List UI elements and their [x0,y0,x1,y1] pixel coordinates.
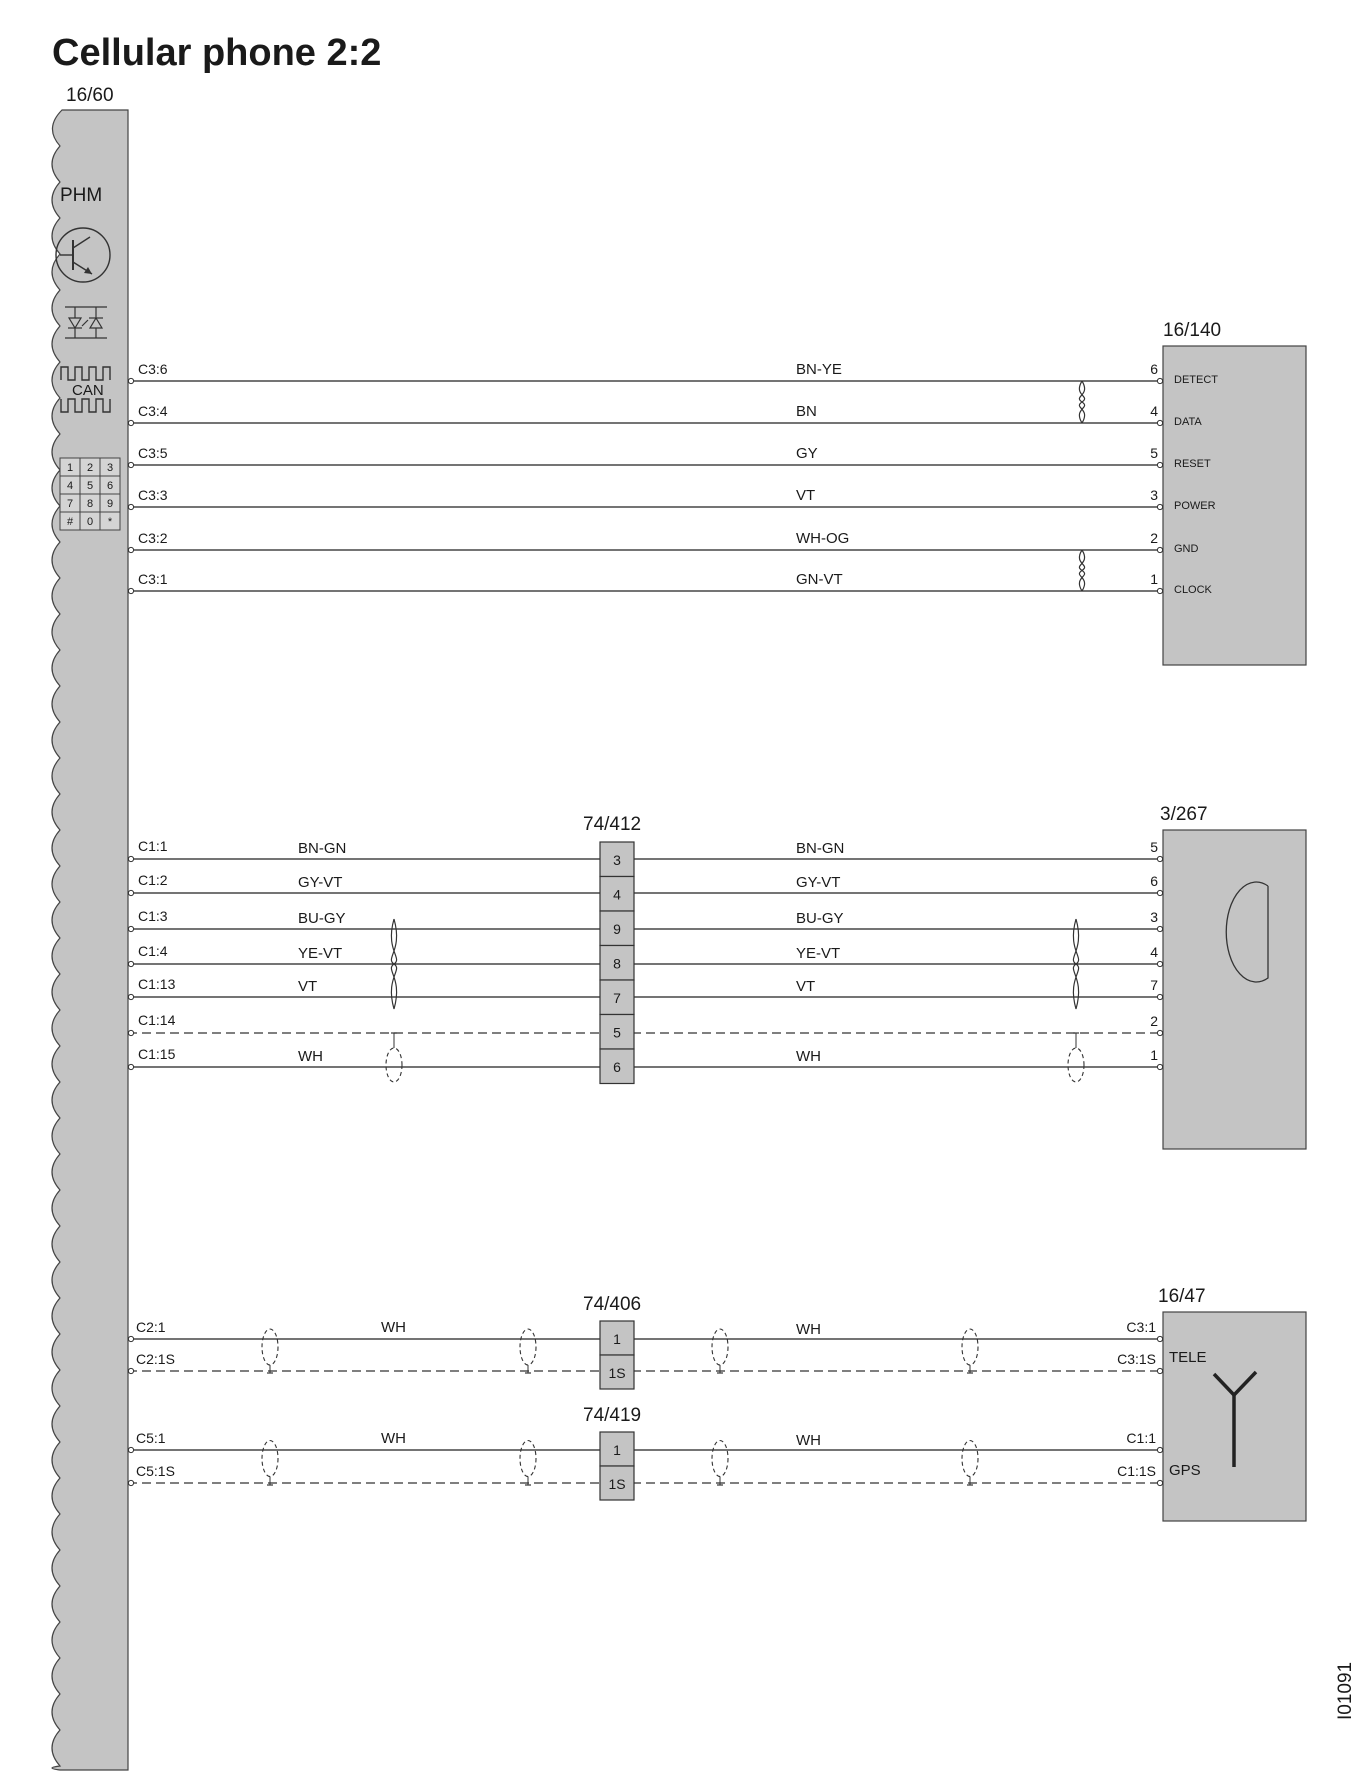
wire-to-pin: 4 [1150,403,1158,419]
connector-pin-label: 7 [613,990,621,1006]
keypad-icon [60,458,120,530]
wire-from-pin: C3:2 [138,530,168,546]
page-title: Cellular phone 2:2 [52,32,382,74]
wire-from-pin: C3:3 [138,487,168,503]
wire-from-pin: C1:13 [138,976,176,992]
keypad-key-label: 0 [86,516,94,528]
inline-connectors [583,814,641,1500]
component-ref-16-47: 16/47 [1158,1286,1206,1307]
connector-pin-label: 9 [613,921,621,937]
signal-label: CLOCK [1174,584,1212,596]
can-label: CAN [72,382,104,399]
wire-color-left: BU-GY [298,910,346,927]
shield-oval [962,1329,978,1365]
wire-terminal-right [1157,1368,1162,1373]
wire-terminal-left [128,856,133,861]
twisted-pair-marker [1079,550,1084,591]
wire-to-pin: C1:1 [1126,1430,1156,1446]
wire-terminal-right [1157,856,1162,861]
wire-to-pin: 1 [1150,571,1158,587]
wire-to-pin: 2 [1150,530,1158,546]
shield-oval [386,1048,402,1082]
wire-from-pin: C1:15 [138,1046,176,1062]
wire-terminal-right [1157,1447,1162,1452]
wire-terminal-left [128,1368,133,1373]
wire-from-pin: C1:3 [138,908,168,924]
wire-color-left: YE-VT [298,945,343,962]
wire-terminal-right [1157,504,1162,509]
wire-color: BN [796,403,817,420]
keypad-key-label: 7 [66,498,74,510]
antenna-label-gps: GPS [1169,1462,1201,1479]
wire-terminal-left [128,1064,133,1069]
signal-label: GND [1174,543,1199,555]
keypad-key-label: 9 [106,498,114,510]
wire-terminal-right [1157,890,1162,895]
wire-from-pin: C1:4 [138,943,168,959]
keypad-key-label: 8 [86,498,94,510]
wire-terminal-right [1157,547,1162,552]
wire-color-left: GY-VT [298,874,343,891]
wire-to-pin: 5 [1150,839,1158,855]
wire-color-right: BU-GY [796,910,844,927]
keypad-key-label: 1 [66,462,74,474]
wire-terminal-right [1157,961,1162,966]
wire-terminal-left [128,588,133,593]
wire-color: BN-YE [796,361,842,378]
shield-oval [262,1441,278,1477]
wire-to-pin: 3 [1150,909,1158,925]
wire-to-pin: 5 [1150,445,1158,461]
wire-from-pin: C5:1 [136,1430,166,1446]
connector-pin-label: 3 [613,852,621,868]
wire-to-pin: C3:1 [1126,1319,1156,1335]
signal-label: RESET [1174,458,1211,470]
connector-pin-label: 1 [613,1331,621,1347]
wires [128,361,1218,1486]
shield-oval [520,1329,536,1365]
wire-terminal-right [1157,1480,1162,1485]
wire-terminal-right [1157,588,1162,593]
wire-from-pin: C2:1 [136,1319,166,1335]
connector-ref-74-419: 74/419 [583,1405,642,1426]
wire-to-pin: 3 [1150,487,1158,503]
wire-color-right: GY-VT [796,874,841,891]
antenna-label-tele: TELE [1169,1349,1207,1366]
wire-from-pin: C2:1S [136,1351,175,1367]
keypad-key-label: # [66,516,74,528]
wire-to-pin: 2 [1150,1013,1158,1029]
module-ref: 16/60 [66,85,114,106]
wire-from-pin: C3:6 [138,361,168,377]
wire-from-pin: C3:5 [138,445,168,461]
wire-to-pin: 1 [1150,1047,1158,1063]
wire-terminal-right [1157,378,1162,383]
phm-module [52,110,128,1770]
wire-terminal-left [128,504,133,509]
wire-color: VT [796,487,816,504]
wire-from-pin: C3:4 [138,403,168,419]
wire-terminal-left [128,547,133,552]
signal-label: DETECT [1174,374,1218,386]
signal-label: POWER [1174,500,1216,512]
wire-to-pin: 6 [1150,361,1158,377]
wire-color-right: WH [796,1321,821,1338]
wire-from-pin: C3:1 [138,571,168,587]
wire-color-right: BN-GN [796,840,845,857]
connector-pin-label: 5 [613,1024,621,1041]
shield-oval [712,1441,728,1477]
wire-terminal-left [128,926,133,931]
wire-to-pin: C3:1S [1117,1351,1156,1367]
wire-color-right: WH [796,1432,821,1449]
wire-terminal-right [1157,462,1162,467]
component-ref-3-267: 3/267 [1160,804,1208,825]
wire-color-left: BN-GN [298,840,347,857]
connector-pin-label: 6 [613,1059,621,1075]
keypad-key-label: 5 [86,480,94,492]
connector-ref-74-406: 74/406 [583,1294,642,1315]
wire-to-pin: C1:1S [1117,1463,1156,1479]
wire-to-pin: 4 [1150,944,1158,960]
document-id: I01091 [1335,1661,1356,1720]
wire-color-left: WH [381,1430,406,1447]
wire-terminal-left [128,1480,133,1485]
connector-pin-label: 1S [608,1365,626,1381]
keypad-key-label: * [107,516,113,528]
wire-terminal-right [1157,420,1162,425]
wire-terminal-left [128,420,133,425]
wire-terminal-left [128,1336,133,1341]
wire-color: GY [796,445,818,462]
wire-color: WH-OG [796,530,850,547]
connector-pin-label: 1S [608,1476,626,1492]
wire-color-left: WH [298,1048,323,1065]
wire-terminal-left [128,1030,133,1035]
keypad-key-label: 4 [66,480,74,492]
phm-label: PHM [60,185,103,206]
wire-terminal-right [1157,1064,1162,1069]
wire-terminal-left [128,378,133,383]
wire-terminal-right [1157,1030,1162,1035]
wire-terminal-left [128,890,133,895]
connector-pin-label: 4 [613,886,621,903]
wire-terminal-right [1157,1336,1162,1341]
wire-to-pin: 6 [1150,873,1158,889]
connector-pin-label: 8 [613,955,621,972]
twisted-pair-marker [1079,381,1084,423]
wire-from-pin: C5:1S [136,1463,175,1479]
microphone-3-267 [1163,830,1306,1149]
shield-oval [520,1441,536,1477]
wire-to-pin: 7 [1150,977,1158,993]
wire-terminal-right [1157,994,1162,999]
wire-color-right: VT [796,978,816,995]
shield-oval [962,1441,978,1477]
wire-terminal-left [128,462,133,467]
component-ref-16-140: 16/140 [1163,320,1222,341]
wire-color-left: WH [381,1319,406,1336]
wire-terminal-left [128,1447,133,1452]
wire-terminal-left [128,961,133,966]
keypad-key-label: 6 [106,480,114,492]
shield-oval [1068,1048,1084,1082]
keypad-key-label: 3 [106,462,114,474]
wire-color-left: VT [298,978,318,995]
wire-from-pin: C1:2 [138,872,168,888]
keypad-key-label: 2 [86,462,94,474]
wire-terminal-right [1157,926,1162,931]
connector-pin-label: 1 [613,1442,621,1458]
wire-from-pin: C1:1 [138,838,168,854]
shield-oval [262,1329,278,1365]
shield-oval [712,1329,728,1365]
wire-from-pin: C1:14 [138,1012,176,1028]
wire-color-right: WH [796,1048,821,1065]
connector-ref-74-412: 74/412 [583,814,642,835]
wire-color-right: YE-VT [796,945,841,962]
wire-terminal-left [128,994,133,999]
signal-label: DATA [1174,416,1202,428]
wire-color: GN-VT [796,571,843,588]
